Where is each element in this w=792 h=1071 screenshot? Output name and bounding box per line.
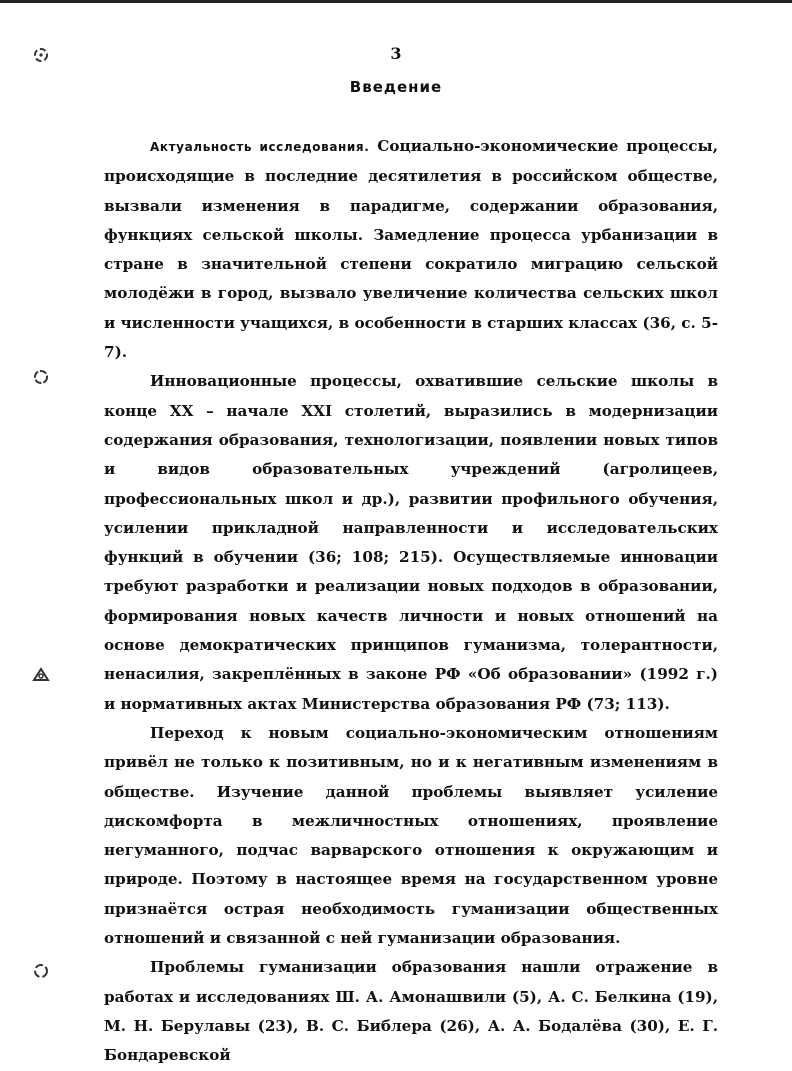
paragraph-humanization: [104, 953, 718, 1070]
binder-hole-icon: [30, 664, 52, 686]
page-title: Введение: [349, 78, 443, 96]
binder-hole-icon: [30, 960, 52, 982]
paragraph-text: Инновационные процессы, охватившие сельские школы в конце XX – начале XXI столетий, выразились в модернизации содержания образования, технологизации, появлении новых типов и видов образовательных учреждений (агролицеев, профессиональных школ и др.), развитии профильного обучения, усилении прикладной направленности и исследовательских функций в обучении (36; 108; 215). Осуществляемые инновации требуют разработки и реализации новых подходов в образовании, формирования новых качеств личности и новых отношений на основе демократических принципов гуманизма, толерантности, ненасилия, закреплённых в законе РФ «Об образовании» (1992 г.) и нормативных актах Министерства образования РФ (73; 113).: [104, 372, 718, 713]
document-body: [104, 132, 718, 1071]
paragraph-transition: [104, 719, 718, 953]
paragraph-lead-in: Актуальность исследования.: [150, 140, 370, 154]
paragraph-text: Переход к новым социально-экономическим отношениям привёл не только к позитивным, но и к негативным изменениям в обществе. Изучение данной проблемы выявляет усиление дискомфорта в межличностных отношениях, проявление негуманного, подчас варварского отношения к окружающим и природе. Поэтому в настоящее время на государственном уровне признаётся острая необходимость гуманизации общественных отношений и связанной с ней гуманизации образования.: [104, 723, 718, 948]
page-number: 3: [390, 44, 402, 63]
paragraph-relevance: [104, 132, 718, 367]
paragraph-text: Социально-экономические процессы, происходящие в последние десятилетия в российском обществе, вызвали изменения в парадигме, содержании образования, функциях сельской школы. Замедление процесса урбанизации в стране в значительной степени сократило миграцию сельской молодёжи в город, вызвало увеличение количества сельских школ и численности учащихся, в особенности в старших классах (36, с. 5-7).: [104, 137, 718, 362]
paragraph-text: Проблемы гуманизации образования нашли отражение в работах и исследованиях Ш. А. Амонашвили (5), А. С. Белкина (19), М. Н. Берулавы (23), В. С. Библера (26), А. А. Бодалёва (30), Е. Г. Бондаревской: [104, 958, 718, 1065]
binder-hole-icon: [30, 366, 52, 388]
scan-top-rule: [0, 0, 792, 3]
paragraph-innovation: [104, 367, 718, 719]
